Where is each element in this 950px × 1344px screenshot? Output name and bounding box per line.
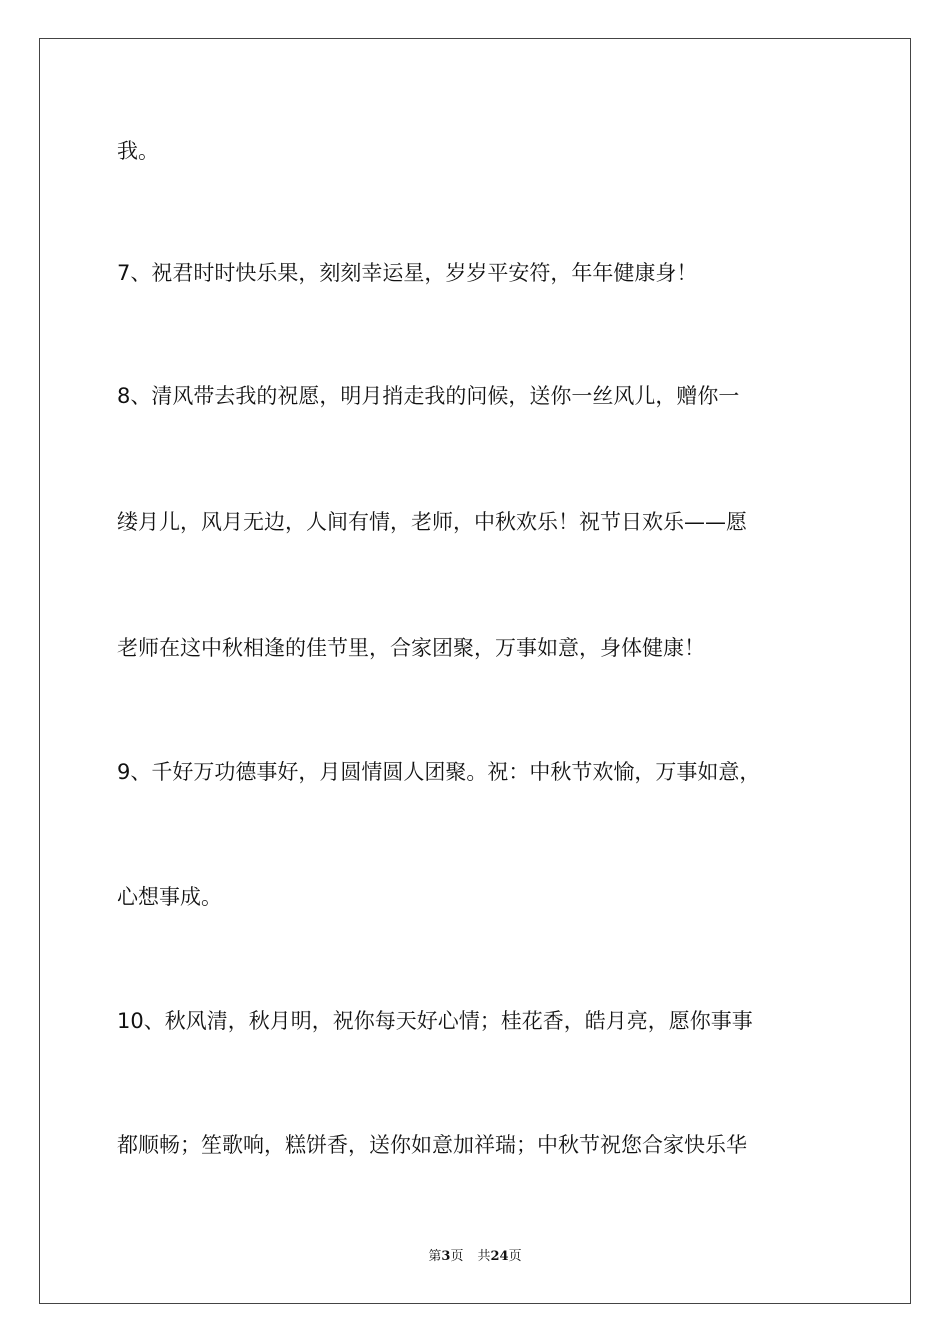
page-suffix: 页 (450, 1249, 464, 1264)
total-prefix: 共 (477, 1249, 491, 1264)
text-line-9: 都顺畅；笙歌响，糕饼香，送你如意加祥瑞；中秋节祝您合家快乐华 (117, 1133, 747, 1157)
total-pages: 24 (490, 1249, 509, 1264)
page-number: 3 (441, 1249, 451, 1264)
text-line-5: 老师在这中秋相逢的佳节里，合家团聚，万事如意，身体健康！ (117, 636, 705, 660)
text-line-3: 8、清风带去我的祝愿，明月捎走我的问候，送你一丝风儿，赠你一 (117, 384, 740, 408)
text-line-8: 10、秋风清，秋月明，祝你每天好心情；桂花香，皓月亮，愿你事事 (117, 1009, 753, 1033)
text-line-6: 9、千好万功德事好，月圆情圆人团聚。祝：中秋节欢愉，万事如意， (117, 760, 761, 784)
page-footer (0, 1248, 950, 1266)
text-line-7: 心想事成。 (117, 885, 222, 909)
page-label (428, 1249, 463, 1264)
total-label (477, 1249, 521, 1264)
page-border (39, 38, 911, 1304)
page-prefix: 第 (428, 1249, 442, 1264)
text-line-1: 我。 (117, 139, 159, 163)
text-line-4: 缕月儿，风月无边，人间有情，老师，中秋欢乐！祝节日欢乐——愿 (117, 510, 747, 534)
text-line-2: 7、祝君时时快乐果，刻刻幸运星，岁岁平安符，年年健康身！ (117, 261, 698, 285)
total-suffix: 页 (508, 1249, 522, 1264)
